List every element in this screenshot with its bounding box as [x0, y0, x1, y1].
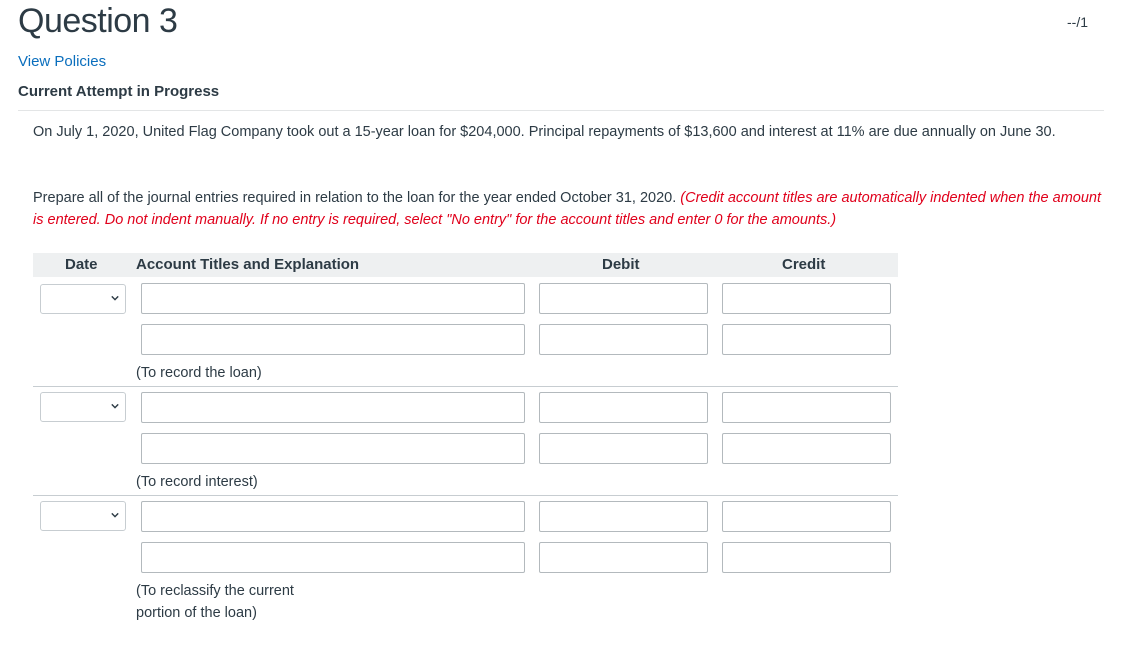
- entry-3-line-1-credit-input[interactable]: [722, 501, 891, 532]
- entry-3-line-2-account-input[interactable]: [141, 542, 525, 573]
- entry-3-line-2-debit-input[interactable]: [539, 542, 708, 573]
- entry-3-date-select[interactable]: [40, 501, 126, 531]
- entry-2-line-2-account-input[interactable]: [141, 433, 525, 464]
- chevron-down-icon: [111, 511, 119, 519]
- header-credit: Credit: [782, 256, 826, 273]
- entry-3-line-1-debit-input[interactable]: [539, 501, 708, 532]
- entry-1-line-2-debit-input[interactable]: [539, 324, 708, 355]
- entry-divider: [33, 386, 898, 387]
- entry-2-explanation: (To record interest): [136, 474, 258, 490]
- entry-2-line-1-debit-input[interactable]: [539, 392, 708, 423]
- instruction-text: Prepare all of the journal entries required in relation to the loan for the year ended October 31, 2020.: [33, 190, 677, 206]
- entry-3-line-1-account-input[interactable]: [141, 501, 525, 532]
- chevron-down-icon: [111, 294, 119, 302]
- attempt-status: Current Attempt in Progress: [18, 83, 220, 100]
- problem-text: On July 1, 2020, United Flag Company took out a 15-year loan for $204,000. Principal repayments of $13,600 and interest at 11% are due annually on June 30.: [33, 124, 1056, 140]
- entry-2-line-2-credit-input[interactable]: [722, 433, 891, 464]
- entry-2-line-1-credit-input[interactable]: [722, 392, 891, 423]
- entry-1-line-1-account-input[interactable]: [141, 283, 525, 314]
- entry-1-date-select[interactable]: [40, 284, 126, 314]
- view-policies-link[interactable]: View Policies: [18, 53, 107, 70]
- header-account: Account Titles and Explanation: [136, 256, 360, 273]
- entry-2-line-2-debit-input[interactable]: [539, 433, 708, 464]
- entry-3-line-2-credit-input[interactable]: [722, 542, 891, 573]
- header-debit: Debit: [602, 256, 640, 273]
- instructions: [33, 187, 1103, 231]
- entry-2-line-1-account-input[interactable]: [141, 392, 525, 423]
- entry-1-line-1-credit-input[interactable]: [722, 283, 891, 314]
- entry-2-date-select[interactable]: [40, 392, 126, 422]
- entry-1-line-2-credit-input[interactable]: [722, 324, 891, 355]
- header-date: Date: [65, 256, 98, 273]
- entry-3-explanation: (To reclassify the current portion of the loan): [136, 583, 294, 621]
- question-score: --/1: [1067, 14, 1088, 30]
- question-title: Question 3: [18, 2, 178, 40]
- entry-1-line-1-debit-input[interactable]: [539, 283, 708, 314]
- entry-1-explanation: (To record the loan): [136, 365, 262, 381]
- entry-divider: [33, 495, 898, 496]
- instruction-note: (Credit account titles are automatically indented when the amount is entered. Do not indent manually. If no entry is required, select "No entry" for the account titles and enter 0 for the amounts.): [33, 190, 1102, 228]
- chevron-down-icon: [111, 402, 119, 410]
- journal-table-header: [33, 253, 898, 277]
- entry-1-line-2-account-input[interactable]: [141, 324, 525, 355]
- header-divider: [18, 110, 1104, 111]
